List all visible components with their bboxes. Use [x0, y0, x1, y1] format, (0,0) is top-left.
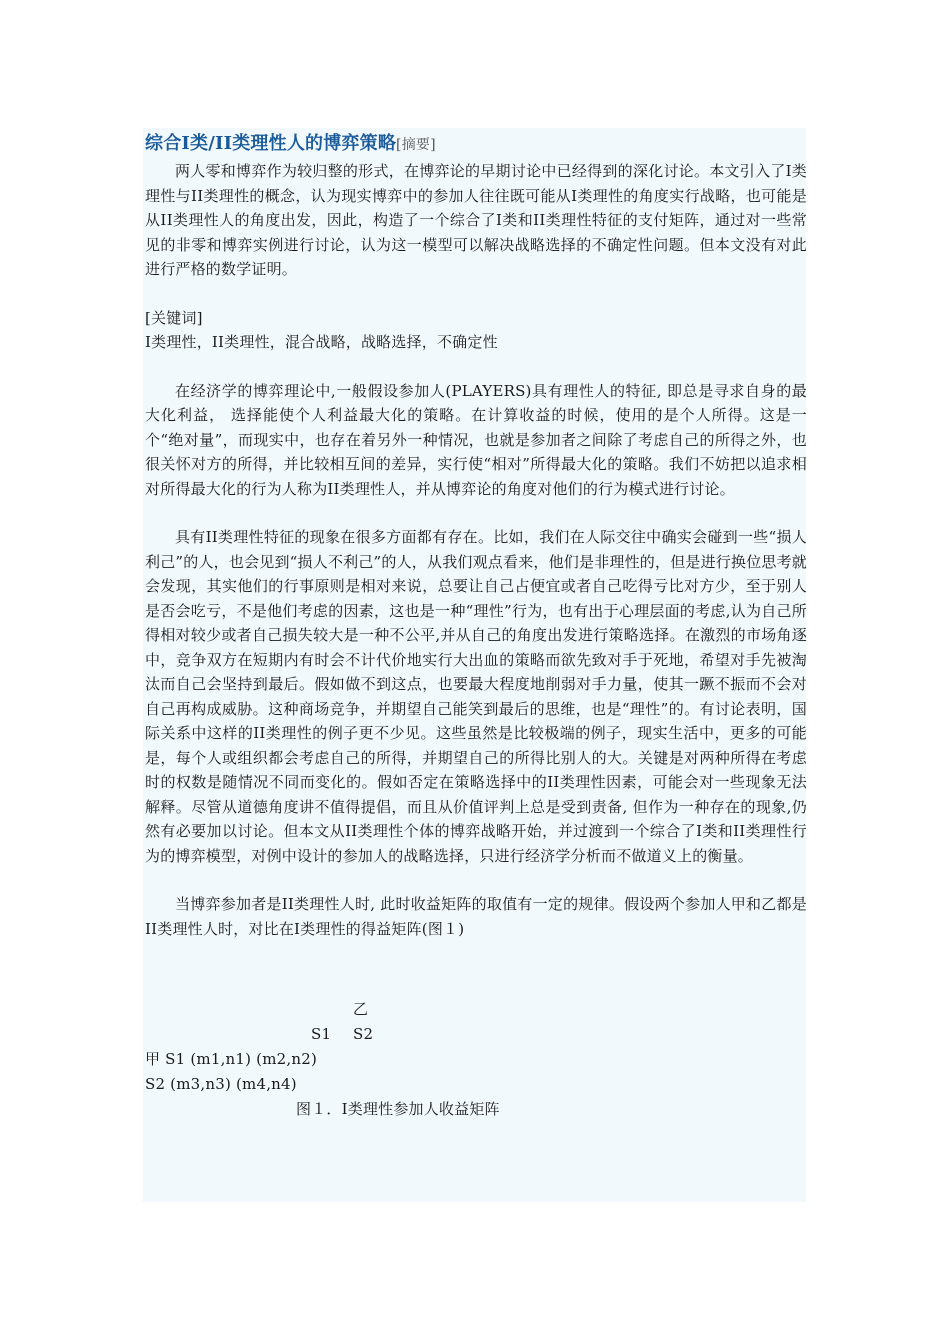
keywords-label: [关键词]	[145, 308, 203, 327]
document-title: 综合Ⅰ类/II类理性人的博弈策略	[145, 133, 397, 154]
spacer	[145, 941, 807, 997]
payoff-matrix	[145, 997, 807, 1122]
title-line	[145, 130, 807, 159]
matrix-row-1: 甲 S1 (m1,n1) (m2,n2)	[145, 1050, 318, 1068]
matrix-caption: 图１．Ⅰ类理性参加人收益矩阵	[296, 1100, 500, 1118]
document-body	[145, 130, 807, 1122]
spacer	[145, 501, 807, 525]
spacer	[145, 868, 807, 892]
spacer	[145, 282, 807, 306]
matrix-col-s2: S2	[353, 1025, 374, 1043]
matrix-col-player: 乙	[353, 1000, 369, 1018]
matrix-col-s1: S1	[311, 1025, 332, 1043]
spacer	[145, 355, 807, 379]
matrix-row-2: S2 (m3,n3) (m4,n4)	[145, 1075, 297, 1093]
keywords-text: Ⅰ类理性，II类理性，混合战略，战略选择，不确定性	[145, 333, 498, 351]
abstract-paragraph: 两人零和博弈作为较归整的形式，在博弈论的早期讨论中已经得到的深化讨论。本文引入了Ⅰ类理性与ⅠⅠ类理性的概念，认为现实博弈中的参加人往往既可能从Ⅰ类理性的角度实行战略，也可能是从ⅠⅠ类理性人的角度出发，因此，构造了一个综合了Ⅰ类和ⅠⅠ类理性特征的支付矩阵，通过对一些常见的非零和博弈实例进行讨论，认为这一模型可以解决战略选择的不确定性问题。但本文没有对此进行严格的数学证明。	[145, 162, 807, 278]
body-paragraph-3: 当博弈参加者是II类理性人时, 此时收益矩阵的取值有一定的规律。假设两个参加人甲和乙都是II类理性人时，对比在Ⅰ类理性的得益矩阵(图１)	[145, 895, 807, 938]
body-paragraph-1: 在经济学的博弈理论中,一般假设参加人(PLAYERS)具有理性人的特征, 即总是寻求自身的最大化利益， 选择能使个人利益最大化的策略。在计算收益的时候，使用的是个人所得。这是一个“绝对量”，而现实中，也存在着另外一种情况，也就是参加者之间除了考虑自己的所得之外，也很关怀对方的所得，并比较相互间的差异，实行使“相对”所得最大化的策略。我们不妨把以追求相对所得最大化的行为人称为II类理性人，并从博弈论的角度对他们的行为模式进行讨论。	[145, 381, 807, 498]
body-paragraph-2: 具有II类理性特征的现象在很多方面都有存在。比如，我们在人际交往中确实会碰到一些“损人利己”的人，也会见到“损人不利己”的人，从我们观点看来，他们是非理性的，但是进行换位思考就会发现，其实他们的行事原则是相对来说，总要让自己占便宜或者自己吃得亏比对方少，至于别人是否会吃亏，不是他们考虑的因素，这也是一种“理性”行为，也有出于心理层面的考虑,认为自己所得相对较少或者自己损失较大是一种不公平,并从自己的角度出发进行策略选择。在激烈的市场角逐中，竞争双方在短期内有时会不计代价地实行大出血的策略而欲先致对手于死地，希望对手先被淘汰而自己会坚持到最后。假如做不到这点，也要最大程度地削弱对手力量，使其一蹶不振而不会对自己再构成威胁。这种商场竞争，并期望自己能笑到最后的思维，也是“理性”的。有讨论表明，国际关系中这样的II类理性的例子更不少见。这些虽然是比较极端的例子，现实生活中，更多的可能是，每个人或组织都会考虑自己的所得，并期望自己的所得比别人的大。关键是对两种所得在考虑时的权数是随情况不同而变化的。假如否定在策略选择中的II类理性因素，可能会对一些现象无法解释。尽管从道德角度讲不值得提倡，而且从价值评判上总是受到责备, 但作为一种存在的现象,仍然有必要加以讨论。但本文从II类理性个体的博弈战略开始，并过渡到一个综合了Ⅰ类和II类理性行为的博弈模型，对例中设计的参加人的战略选择，只进行经济学分析而不做道义上的衡量。	[145, 528, 808, 865]
abstract-tag: [摘要]	[396, 137, 436, 153]
